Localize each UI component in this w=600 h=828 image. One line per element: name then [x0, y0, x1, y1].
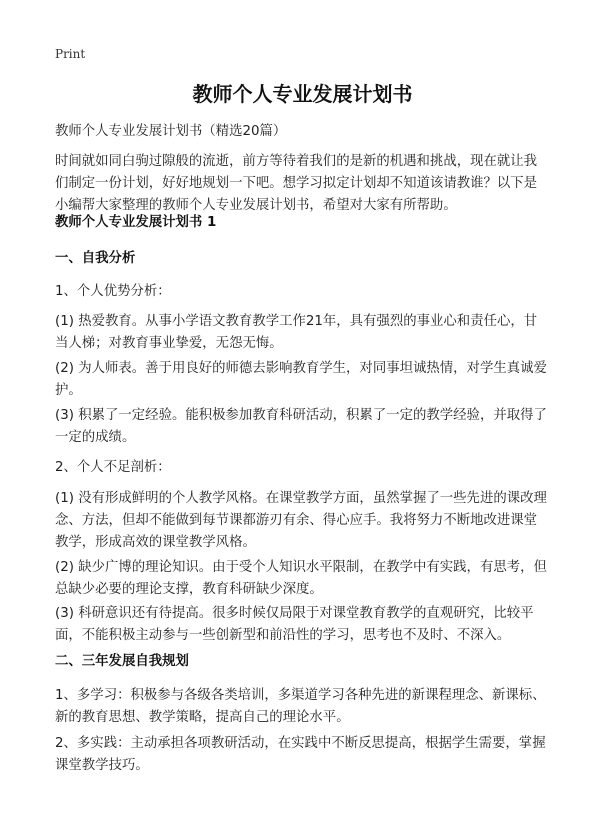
- document-title: 教师个人专业发展计划书: [192, 82, 413, 106]
- part2-heading: 二、三年发展自我规划: [55, 654, 189, 669]
- strength-item-3: (3) 积累了一定经验。能积极参加教育科研活动，积累了一定的教学经验，并取得了一定的成绩。: [55, 408, 547, 445]
- plan-item-1: 1、多学习：积极参与各级各类培训，多渠道学习各种先进的新课程理念、新课标、新的教育思想、教学策略，提高自己的理论水平。: [55, 688, 546, 725]
- weakness-item-3: (3) 科研意识还有待提高。很多时候仅局限于对课堂教育教学的直观研究，比较平面，不能积极主动参与一些创新型和前沿性的学习，思考也不及时、不深入。: [55, 606, 534, 643]
- plan-item-2: 2、多实践：主动承担各项教研活动，在实践中不断反思提高，根据学生需要，掌握课堂教学技巧。: [55, 736, 546, 773]
- strength-item-1: (1) 热爱教育。从事小学语文教育教学工作21年，具有强烈的事业心和责任心，甘当人梯；对教育事业挚爱，无怨无悔。: [55, 314, 538, 351]
- section-title: 教师个人专业发展计划书 1: [55, 215, 217, 230]
- strengths-label: 1、个人优势分析：: [55, 284, 171, 299]
- intro-paragraph: 时间就如同白驹过隙般的流逝，前方等待着我们的是新的机遇和挑战，现在就让我们制定一份计划，好好地规划一下吧。想学习拟定计划却不知道该请教谁？以下是小编帮大家整理的教师个人专业发展计划书，希望对大家有所帮助。: [55, 154, 538, 213]
- weaknesses-label: 2、个人不足剖析：: [55, 460, 171, 475]
- subtitle: 教师个人专业发展计划书（精选20篇）: [55, 124, 287, 139]
- print-link[interactable]: Print: [55, 47, 86, 61]
- weakness-item-2: (2) 缺少广博的理论知识。由于受个人知识水平限制，在教学中有实践，有思考，但总缺少必要的理论支撑，教育科研缺少深度。: [55, 560, 547, 597]
- part1-heading: 一、自我分析: [55, 251, 136, 266]
- weakness-item-1: (1) 没有形成鲜明的个人教学风格。在课堂教学方面，虽然掌握了一些先进的课改理念、方法，但却不能做到每节课都游刃有余、得心应手。我将努力不断地改进课堂教学，形成高效的课堂教学风格。: [55, 491, 547, 550]
- strength-item-2: (2) 为人师表。善于用良好的师德去影响教育学生，对同事坦诚热情，对学生真诚爱护。: [55, 361, 547, 398]
